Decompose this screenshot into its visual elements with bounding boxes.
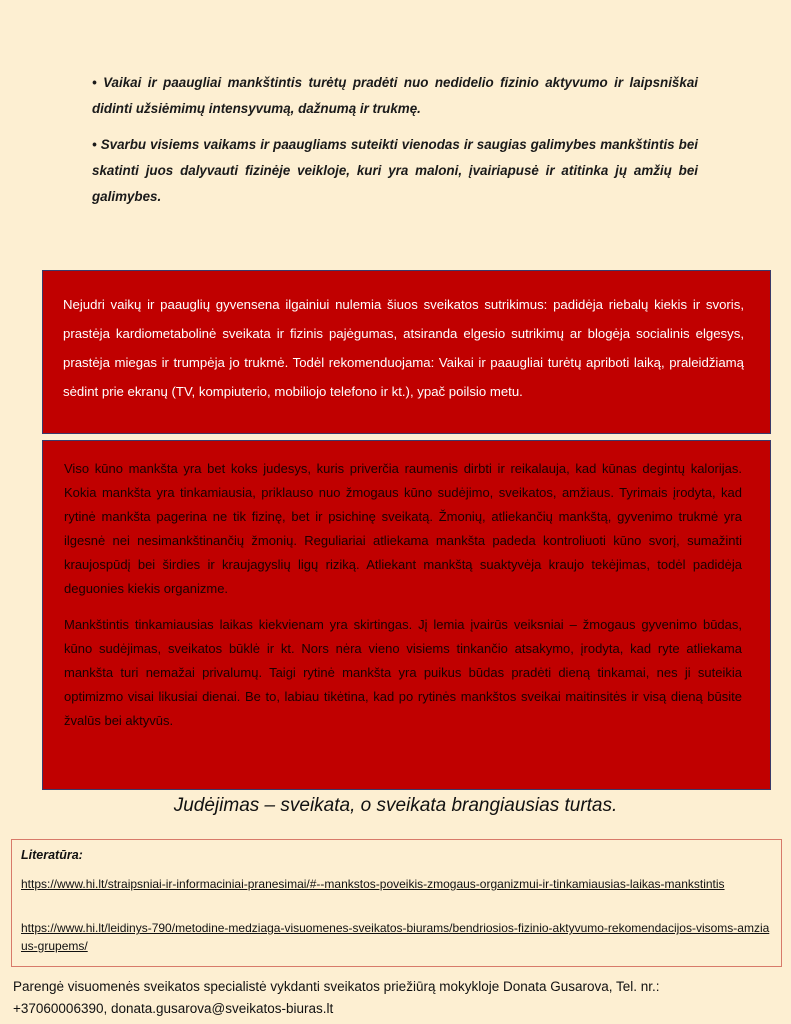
exercise-info-text — [64, 457, 742, 745]
author-info — [13, 976, 783, 1020]
sedentary-info-text: Nejudri vaikų ir paauglių gyvensena ilgainiui nulemia šiuos sveikatos sutrikimus: padidėja riebalų kiekis ir svoris, prastėja kardiometabolinė sveikata ir fizinis pajėgumas, atsiranda elgesio sutrikimų ar blogėja socialinis elgesys, prastėja miegas ir trumpėja jo trukmė. Todėl rekomenduojama: Vaikai ir paaugliai turėtų apriboti laiką, praleidžiamą sėdint prie ekranų (TV, kompiuterio, mobiliojo telefono ir kt.), ypač poilsio metu. — [63, 297, 744, 399]
author-contact: +37060006390, donata.gusarova@sveikatos-biuras.lt — [13, 1001, 334, 1016]
bullet-item: • Svarbu visiems vaikams ir paaugliams suteikti vienodas ir saugias galimybes mankštintis bei skatinti juos dalyvauti fizinėje veikloje, kuri yra maloni, įvairiapusė ir atitinka jų amžių bei galimybes. — [92, 137, 698, 204]
literature-box — [11, 839, 782, 967]
exercise-paragraph: Mankštintis tinkamiausias laikas kiekvienam yra skirtingas. Jį lemia įvairūs veiksniai – žmogaus gyvenimo būdas, kūno sudėjimas, sveikatos būklė ir kt. Nors nėra vieno visiems tinkančio atsakymo, įrodyta, kad ryte atliekama mankšta turi nemažai privalumų. Taigi rytinė mankšta yra puikus būdas pradėti dieną tinkamai, nes ji suteikia optimizmo visai likusiai dienai. Be to, labiau tikėtina, kad po rytinės mankštos sveikai maitinsitės ir visą dieną būsite žvalūs bei aktyvūs. — [64, 617, 742, 728]
sedentary-info-card — [42, 270, 771, 434]
bullet-item: • Vaikai ir paaugliai mankštintis turėtų pradėti nuo nedidelio fizinio aktyvumo ir laipsniškai didinti užsiėmimų intensyvumą, dažnumą ir trukmę. — [92, 75, 698, 116]
literature-title: Literatūra: — [21, 848, 83, 862]
literature-link[interactable]: https://www.hi.lt/straipsniai-ir-informaciniai-pranesimai/#--mankstos-poveikis-zmogaus-organizmui-ir-tinkamiausias-laikas-mankstintis — [21, 877, 725, 891]
recommendation-bullets — [92, 70, 698, 220]
exercise-info-card — [42, 440, 771, 790]
author-line: Parengė visuomenės sveikatos specialistė vykdanti sveikatos priežiūrą mokykloje Donata Gusarova, Tel. nr.: — [13, 979, 660, 994]
literature-link[interactable]: https://www.hi.lt/leidinys-790/metodine-medziaga-visuomenes-sveikatos-biurams/bendriosios-fizinio-aktyvumo-rekomendacijos-visoms-amziaus-grupems/ — [21, 921, 770, 953]
exercise-paragraph: Viso kūno mankšta yra bet koks judesys, kuris priverčia raumenis dirbti ir reikalauja, kad kūnas degintų kalorijas. Kokia mankšta yra tinkamiausia, priklauso nuo žmogaus kūno sudėjimo, sveikatos, amžiaus. Tyrimais įrodyta, kad rytinė mankšta pagerina ne tik fizinę, bet ir psichinę sveikatą. Žmonių, atliekančių mankštą, gyvenimo trukmė yra ilgesnė nei nesimankštinančių žmonių. Reguliariai atliekama mankšta padeda kontroliuoti kūno svorį, sumažinti kraujospūdį bei širdies ir kraujagyslių ligų riziką. Atliekant mankštą suaktyvėja kraujo tekėjimas, todėl padidėja deguonies kiekis organizme. — [64, 461, 742, 596]
slogan: Judėjimas – sveikata, o sveikata brangiausias turtas. — [173, 795, 618, 816]
